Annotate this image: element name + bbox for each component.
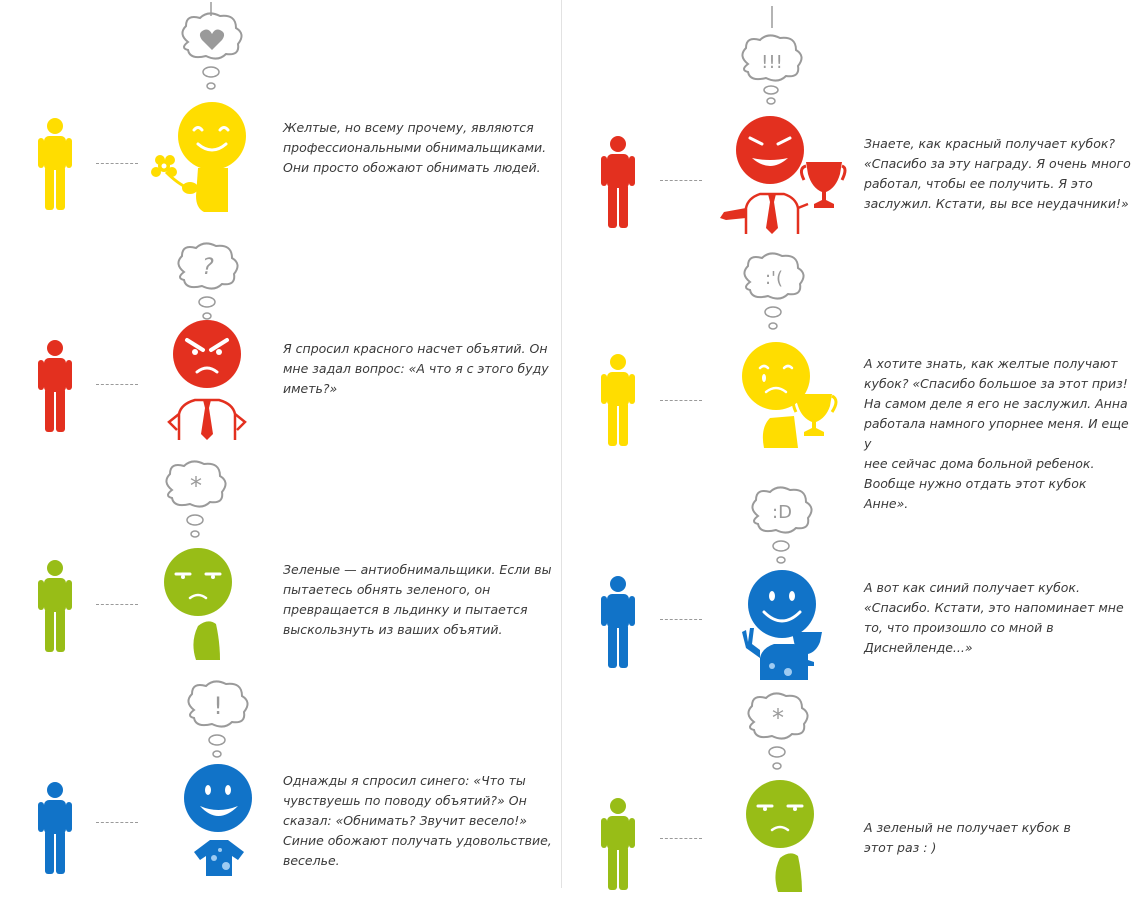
thought-cloud-question-icon bbox=[174, 232, 244, 332]
caption-text: Однажды я спросил синего: «Что ты чувствуешь по поводу объятий?» Он сказал: «Обнимать? Звучит весело!» Синие обожают получать удовольствие, веселье. bbox=[283, 773, 552, 868]
connector-dash bbox=[96, 163, 138, 164]
caption-text: Я спросил красного насчет объятий. Он мне задал вопрос: «А что я с этого буду иметь?» bbox=[283, 341, 549, 396]
red-person-icon bbox=[38, 340, 72, 432]
thought-symbol: ! bbox=[213, 692, 223, 720]
red-angry-smiley-icon bbox=[165, 318, 250, 443]
connector-dash bbox=[96, 384, 138, 385]
thought-cloud-exclamations-icon bbox=[738, 6, 808, 106]
thought-cloud-asterisk-icon bbox=[162, 450, 232, 550]
connector-dash bbox=[660, 400, 702, 401]
yellow-crying-smiley-icon bbox=[736, 336, 846, 454]
green-annoyed-smiley-icon bbox=[744, 778, 824, 894]
caption-text: Знаете, как красный получает кубок? «Спасибо за эту награду. Я очень много работал, чтобы ее получить. Я это заслужил. Кстати, вы все неудачники!» bbox=[864, 136, 1131, 211]
caption-text: Зеленые — антиобнимальщики. Если вы пытаетесь обнять зеленого, он превращается в льдинку и пытается выскользнуть из ваших объятий. bbox=[283, 562, 552, 637]
blue-grinning-smiley-icon bbox=[180, 762, 260, 878]
caption-text: А хотите знать, как желтые получают кубок? «Спасибо большое за этот приз! На самом деле я его не заслужил. Анна работала намного упорнее меня. И еще у нее сейчас дома больной ребенок. Вообще нужно отдать этот кубок Анне». bbox=[864, 356, 1129, 511]
caption-text: А зеленый не получает кубок в этот раз : ) bbox=[864, 820, 1071, 855]
red-triumphant-smiley-icon bbox=[718, 112, 848, 238]
green-person-icon bbox=[38, 560, 72, 652]
thought-symbol: :D bbox=[772, 502, 792, 523]
thought-symbol: ? bbox=[202, 255, 214, 280]
caption-text: А вот как синий получает кубок. «Спасибо. Кстати, это напоминает мне то, что произошло со мной в Диснейленде...» bbox=[864, 580, 1124, 655]
thought-symbol: * bbox=[190, 472, 202, 500]
thought-cloud-crying-icon bbox=[740, 242, 810, 342]
connector-dash bbox=[96, 604, 138, 605]
thought-cloud-heart-icon bbox=[178, 2, 248, 102]
thought-cloud-exclamation-icon bbox=[184, 670, 254, 770]
blue-person-icon bbox=[601, 576, 635, 668]
green-annoyed-smiley-icon bbox=[162, 546, 242, 662]
thought-symbol: :'( bbox=[764, 268, 784, 289]
connector-dash bbox=[660, 180, 702, 181]
yellow-happy-smiley-icon bbox=[150, 100, 255, 218]
column-divider bbox=[561, 0, 562, 888]
yellow-person-icon bbox=[601, 354, 635, 446]
connector-dash bbox=[660, 619, 702, 620]
thought-cloud-asterisk-icon bbox=[744, 682, 814, 782]
red-person-icon bbox=[601, 136, 635, 228]
blue-happy-smiley-icon bbox=[732, 566, 832, 684]
green-person-icon bbox=[601, 798, 635, 890]
yellow-person-icon bbox=[38, 118, 72, 210]
thought-cloud-laughing-icon bbox=[748, 476, 818, 576]
thought-symbol: * bbox=[772, 704, 784, 732]
caption-text: Желтые, но всему прочему, являются профессиональными обнимальщиками. Они просто обожают обнимать людей. bbox=[283, 120, 547, 175]
blue-person-icon bbox=[38, 782, 72, 874]
thought-symbol: !!! bbox=[761, 52, 783, 73]
connector-dash bbox=[96, 822, 138, 823]
connector-dash bbox=[660, 838, 702, 839]
